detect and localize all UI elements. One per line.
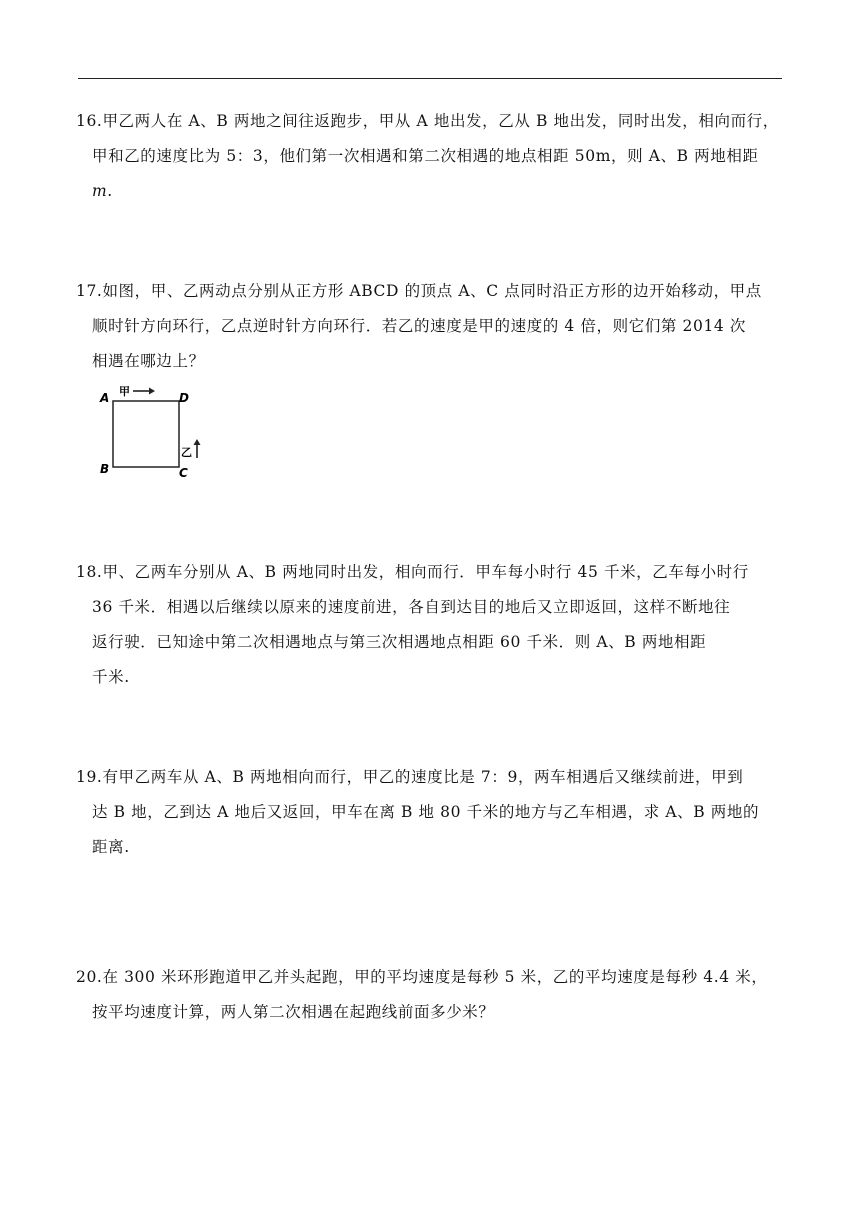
problem-line: 返行驶．已知途中第二次相遇地点与第三次相遇地点相距 60 千米．则 A、B 两地相距	[92, 633, 707, 651]
vertex-d-label: D	[179, 391, 189, 405]
problem-line: 距离.	[92, 838, 130, 856]
problem-17	[76, 274, 786, 379]
problem-line: 20.在 300 米环形跑道甲乙并头起跑，甲的平均速度是每秒 5 米，乙的平均速度是每秒 4.4 米，	[76, 968, 768, 986]
vertex-c-label: C	[179, 466, 188, 480]
problem-line: m.	[92, 182, 113, 200]
problem-16	[76, 104, 786, 209]
square-abcd-figure	[96, 382, 216, 482]
yi-label: 乙	[181, 446, 192, 459]
jia-label: 甲	[119, 385, 130, 398]
problem-line: 顺时针方向环行，乙点逆时针方向环行．若乙的速度是甲的速度的 4 倍，则它们第 2014 次	[92, 317, 747, 335]
header-rule	[78, 78, 782, 79]
problem-number: 20.	[76, 968, 103, 986]
problem-line: 千米.	[92, 668, 130, 686]
square-diagram	[96, 382, 216, 482]
problem-line: 按平均速度计算，两人第二次相遇在起跑线前面多少米？	[92, 1003, 495, 1021]
problem-20	[76, 960, 786, 1030]
problem-number: 19.	[76, 768, 103, 786]
problem-line: 甲和乙的速度比为 5：3，他们第一次相遇和第二次相遇的地点相距 50m，则 A、B 两地相距	[92, 147, 759, 165]
jia-arrowhead-icon	[149, 388, 155, 395]
problem-18	[76, 555, 786, 695]
problem-line: 36 千米．相遇以后继续以原来的速度前进，各自到达目的地后又立即返回，这样不断地往	[92, 598, 731, 616]
problem-19	[76, 760, 786, 865]
problem-line: 17.如图，甲、乙两动点分别从正方形 ABCD 的顶点 A、C 点同时沿正方形的边开始移动，甲点	[76, 282, 762, 300]
problem-line: 达 B 地，乙到达 A 地后又返回，甲车在离 B 地 80 千米的地方与乙车相遇，求 A、B 两地的	[92, 803, 760, 821]
problem-number: 17.	[76, 282, 103, 300]
problem-line: 16.甲乙两人在 A、B 两地之间往返跑步，甲从 A 地出发，乙从 B 地出发，同时出发，相向而行，	[76, 112, 779, 130]
yi-arrowhead-icon	[194, 439, 201, 445]
problem-line: 19.有甲乙两车从 A、B 两地相向而行，甲乙的速度比是 7：9，两车相遇后又继续前进，甲到	[76, 768, 744, 786]
problem-number: 18.	[76, 563, 103, 581]
problem-number: 16.	[76, 112, 103, 130]
problem-line: 18.甲、乙两车分别从 A、B 两地同时出发，相向而行．甲车每小时行 45 千米，乙车每小时行	[76, 563, 749, 581]
vertex-a-label: A	[100, 391, 110, 405]
vertex-b-label: B	[100, 462, 110, 476]
problem-line: 相遇在哪边上？	[92, 352, 205, 370]
square-outline	[113, 401, 179, 467]
